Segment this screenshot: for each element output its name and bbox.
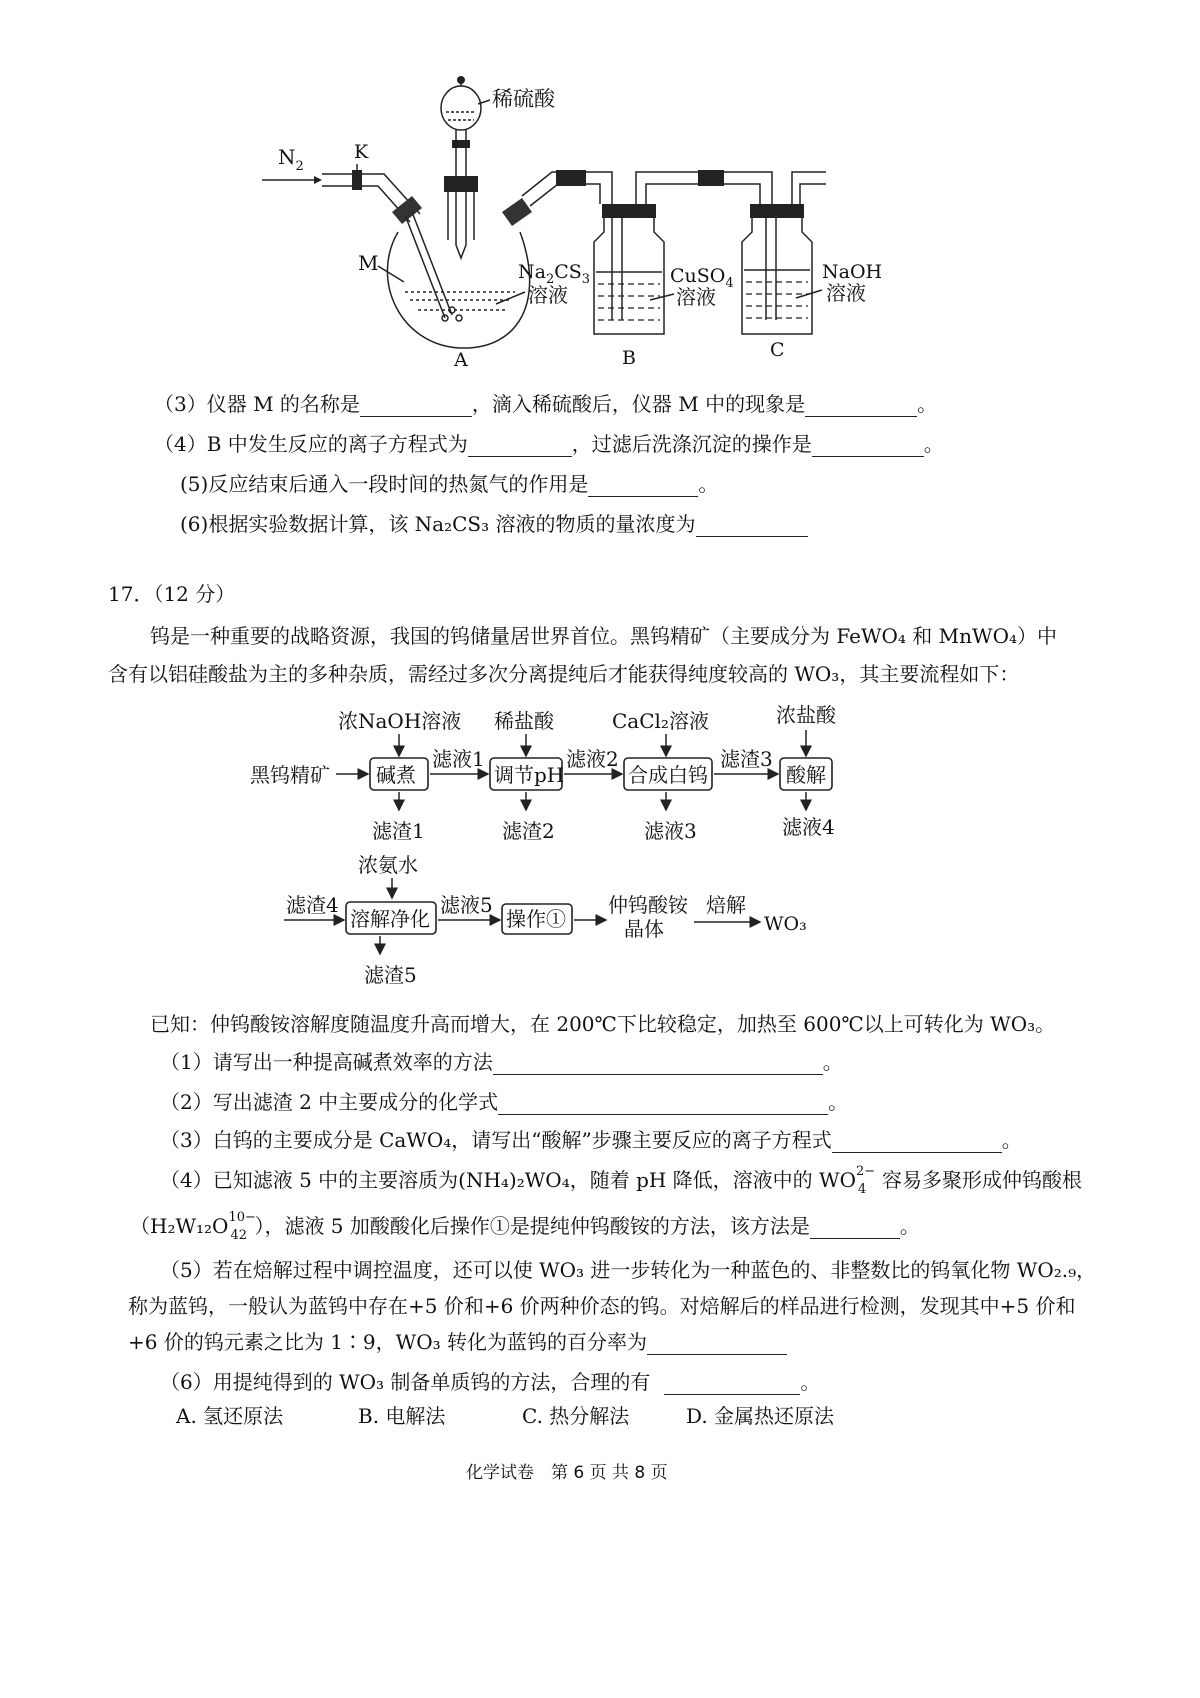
- flask-solution-label: $Na_2CS_3$: [518, 261, 591, 287]
- apparatus-diagram: [0, 0, 1200, 400]
- q17-q5-line1: （5）若在焙解过程中调控温度，还可以使 WO₃ 进一步转化为一种蓝色的、非整数比的钨氧化物 WO₂.₉，: [160, 1258, 1097, 1282]
- link-label: 滤液5: [440, 893, 493, 917]
- answer-blank[interactable]: [360, 396, 472, 417]
- label-c: C: [770, 339, 785, 361]
- output-label: 滤液4: [782, 815, 835, 839]
- answer-blank[interactable]: [832, 1132, 1002, 1153]
- product-label-2: 晶体: [624, 917, 664, 941]
- q17-option-a[interactable]: A. 氢还原法: [176, 1404, 284, 1428]
- step-label: 溶解净化: [350, 907, 430, 931]
- output-label: 滤渣2: [502, 819, 555, 843]
- right-stopper: [502, 198, 532, 226]
- q17-q5-line3: +6 价的钨元素之比为 1∶9，WO₃ 转化为蓝钨的百分率为: [128, 1326, 787, 1355]
- link-label: 滤渣3: [720, 747, 773, 771]
- bottle-c-solution: NaOH: [822, 261, 883, 283]
- funnel-bulb: [441, 86, 481, 130]
- q16-line-3: （3）仪器 M 的名称是 ，滴入稀硫酸后，仪器 M 中的现象是 。: [154, 392, 938, 416]
- reagent-label: 浓盐酸: [776, 703, 836, 727]
- gas-label: $N_2$: [278, 145, 304, 174]
- bottle-b-stopper: [602, 204, 656, 218]
- q17-option-c[interactable]: C. 热分解法: [522, 1404, 630, 1428]
- q17-q6: （6）用提纯得到的 WO₃ 制备单质钨的方法，合理的有 。: [160, 1370, 821, 1394]
- answer-blank[interactable]: [812, 436, 924, 457]
- q17-q3: （3）白钨的主要成分是 CaWO₄，请写出“酸解”步骤主要反应的离子方程式 。: [160, 1128, 1022, 1152]
- q17-q2: （2）写出滤渣 2 中主要成分的化学式 。: [160, 1090, 849, 1114]
- link-label: 滤液2: [566, 747, 619, 771]
- answer-blank[interactable]: [664, 1374, 800, 1395]
- answer-blank[interactable]: [588, 476, 698, 497]
- bottle-b-word: 溶液: [676, 285, 716, 309]
- reagent-label: CaCl₂溶液: [612, 709, 709, 733]
- q17-option-d[interactable]: D. 金属热还原法: [686, 1404, 835, 1428]
- step-label: 调节pH: [494, 763, 565, 787]
- step-label: 合成白钨: [628, 763, 708, 787]
- q16-line-6: (6)根据实验数据计算，该 Na₂CS₃ 溶液的物质的量浓度为: [180, 508, 808, 537]
- known-info: 已知：仲钨酸铵溶解度随温度升高而增大，在 200℃下比较稳定，加热至 600℃以上可转化为 WO₃。: [150, 1012, 1056, 1036]
- page-footer: 化学试卷 第 6 页 共 8 页: [466, 1463, 668, 1483]
- reagent-label: 浓NaOH溶液: [338, 709, 462, 733]
- bottle-c-word: 溶液: [826, 281, 866, 305]
- flask-solution-word: 溶液: [528, 283, 568, 307]
- valve-k: [352, 170, 362, 190]
- output-label: 滤渣1: [372, 819, 425, 843]
- label-b: B: [622, 347, 636, 369]
- connector-bc: [698, 170, 724, 186]
- process-label: 焙解: [706, 893, 746, 917]
- output-label: 滤渣5: [364, 963, 417, 987]
- answer-blank[interactable]: [810, 1218, 900, 1239]
- flow-start: 黑钨精矿: [250, 763, 330, 787]
- step-label: 碱煮: [376, 763, 416, 787]
- connector-ab: [556, 170, 586, 186]
- q17-q4-line2: （H₂W₁₂O 10− 42 ），滤液 5 加酸酸化后操作①是提纯仲钨酸铵的方法，该方法是 。: [130, 1209, 920, 1243]
- q17-header: 17．（12 分）: [108, 582, 236, 606]
- q17-q1: （1）请写出一种提高碱煮效率的方法 。: [160, 1050, 843, 1074]
- q17-q5-line2: 称为蓝钨，一般认为蓝钨中存在+5 价和+6 价两种价态的钨。对焙解后的样品进行检测，发现其中+5 价和: [128, 1294, 1076, 1318]
- flow2-start: 滤渣4: [286, 893, 339, 917]
- reagent-label: 稀盐酸: [494, 709, 554, 733]
- answer-blank[interactable]: [647, 1334, 787, 1355]
- q17-q4-line1: （4）已知滤液 5 中的主要溶质为(NH₄)₂WO₄，随着 pH 降低，溶液中的 WO 2− 4 容易多聚形成仲钨酸根: [160, 1163, 1082, 1197]
- label-a: A: [454, 349, 468, 371]
- answer-blank[interactable]: [468, 436, 572, 457]
- q17-option-b[interactable]: B. 电解法: [358, 1404, 446, 1428]
- center-stopper: [444, 176, 478, 192]
- q16-line-5: (5)反应结束后通入一段时间的热氮气的作用是 。: [180, 472, 719, 496]
- final-product: WO₃: [764, 913, 807, 935]
- process-flowchart: [0, 700, 1200, 1000]
- valve-label: K: [354, 141, 369, 163]
- reagent-label: 浓氨水: [358, 853, 418, 877]
- answer-blank[interactable]: [805, 396, 917, 417]
- bottle-b-solution: CuSO$_4$: [670, 265, 734, 291]
- q16-line-4: （4）B 中发生反应的离子方程式为 ，过滤后洗涤沉淀的操作是 。: [154, 432, 944, 456]
- answer-blank[interactable]: [696, 516, 808, 537]
- q17-intro-2: 含有以铝硅酸盐为主的多种杂质，需经过多次分离提纯后才能获得纯度较高的 WO₃，其主要流程如下：: [108, 662, 1020, 686]
- step-label: 酸解: [786, 763, 826, 787]
- link-label: 滤液1: [432, 747, 485, 771]
- funnel-stopcock: [452, 140, 470, 148]
- n2-arrowhead: [314, 176, 322, 184]
- answer-blank[interactable]: [498, 1094, 828, 1115]
- q17-intro-1: 钨是一种重要的战略资源，我国的钨储量居世界首位。黑钨精矿（主要成分为 FeWO₄ 和 MnWO₄）中: [150, 624, 1057, 648]
- step-label: 操作①: [506, 907, 566, 931]
- product-label: 仲钨酸铵: [608, 893, 688, 917]
- flask-label: M: [358, 251, 379, 275]
- bottle-c-stopper: [750, 204, 804, 218]
- answer-blank[interactable]: [493, 1054, 823, 1075]
- output-label: 滤液3: [644, 819, 697, 843]
- funnel-label: 稀硫酸: [492, 87, 555, 111]
